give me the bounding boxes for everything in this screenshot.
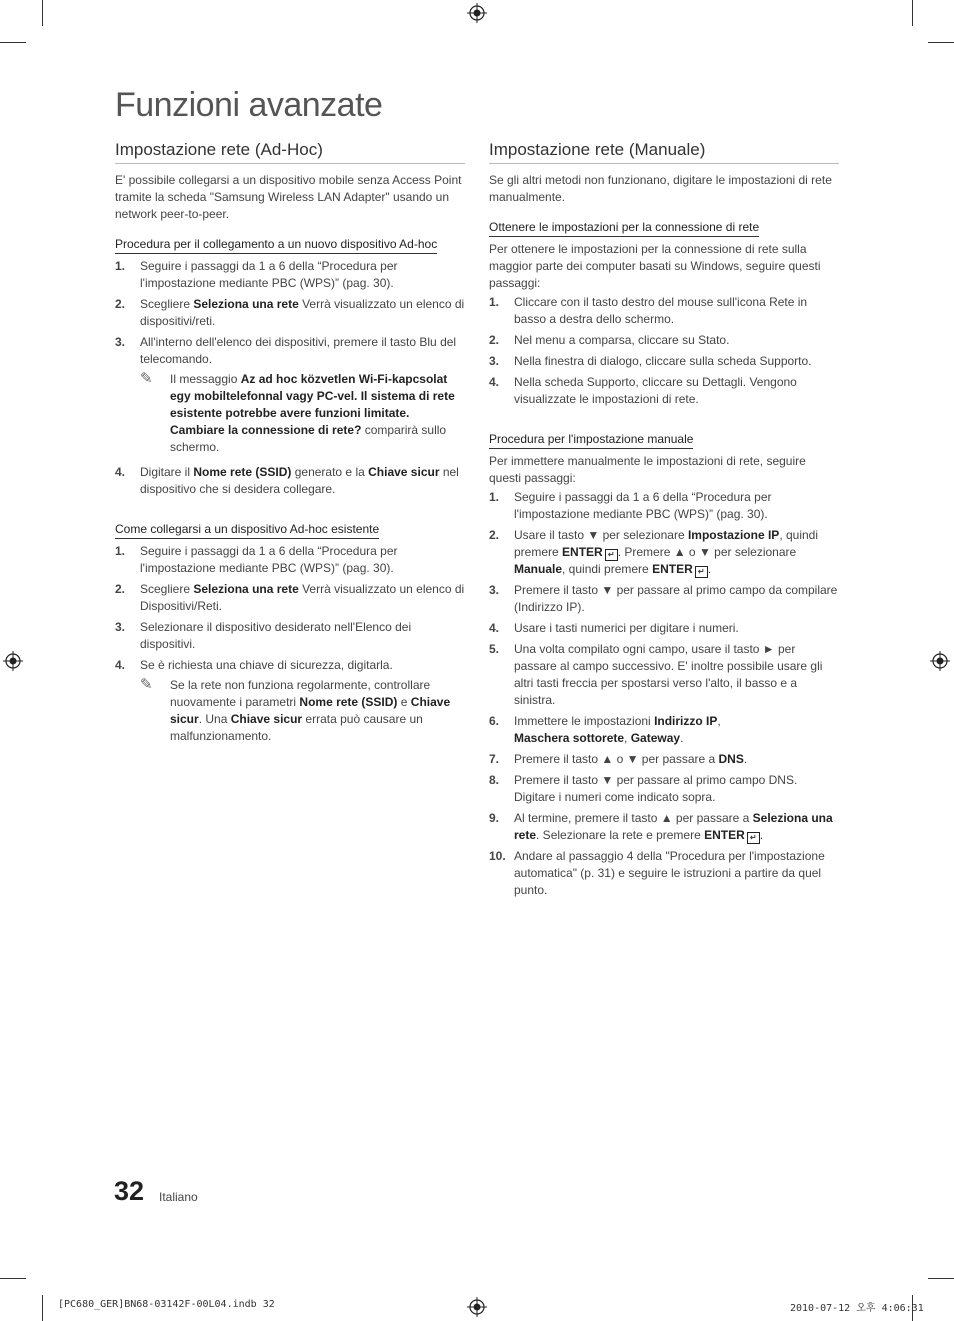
right-column <box>489 138 839 903</box>
note: ✎ Il messaggio Az ad hoc közvetlen Wi-Fi-kapcsolat egy mobiltelefonnal vagy PC-vel. Il sistema di rete esistente potrebbe avere funzioni limitate. Cambiare la connessione di rete? comparirà sullo schermo. <box>140 370 455 454</box>
list-item: 5. Una volta compilato ogni campo, usare il tasto ► per passare al campo successivo. E' inoltre possibile usare gli altri tasti freccia per spostarsi verso l'alto, il basso e a sinistra. <box>489 642 823 707</box>
language-label: Italiano <box>159 1190 198 1204</box>
page-number: 32 <box>114 1176 145 1206</box>
enter-key-icon: ↵ <box>605 549 618 561</box>
enter-key-icon: ↵ <box>747 832 760 844</box>
subsection-title: Come collegarsi a un dispositivo Ad-hoc esistente <box>115 522 379 539</box>
list-item: 4. Nella scheda Supporto, cliccare su Dettagli. Vengono visualizzate le impostazioni di rete. <box>489 375 797 406</box>
list-item: 3. Premere il tasto ▼ per passare al primo campo da compilare (Indirizzo IP). <box>489 583 838 614</box>
registration-mark-icon <box>467 1297 487 1317</box>
list-item: 9. Al termine, premere il tasto ▲ per passare a Seleziona una rete. Selezionare la rete e premere ENTER ↵ . <box>489 811 833 842</box>
print-timestamp: 2010-07-12 오후 4:06:31 <box>790 1303 924 1314</box>
crop-mark <box>0 42 26 43</box>
list-item: 3. Nella finestra di dialogo, cliccare sulla scheda Supporto. <box>489 354 812 368</box>
subsection-title: Procedura per l'impostazione manuale <box>489 432 693 449</box>
section-heading-adhoc: Impostazione rete (Ad-Hoc) <box>115 138 465 164</box>
list-item: 1. Seguire i passaggi da 1 a 6 della “Procedura per l'impostazione mediante PBC (WPS)” (pag. 30). <box>115 544 398 575</box>
crop-mark <box>928 42 954 43</box>
left-column <box>115 138 465 748</box>
list-item: 6. Immettere le impostazioni Indirizzo IP, Maschera sottorete, Gateway. <box>489 714 721 745</box>
step-list <box>115 543 465 674</box>
intro-text: E' possibile collegarsi a un dispositivo mobile senza Access Point tramite la scheda "Samsung Wireless LAN Adapter" usando un network peer-to-peer. <box>115 173 462 221</box>
crop-mark <box>0 1278 26 1279</box>
list-item: 3. Selezionare il dispositivo desiderato nell'Elenco dei dispositivi. <box>115 620 412 651</box>
list-item: 4. Usare i tasti numerici per digitare i numeri. <box>489 621 739 635</box>
crop-mark <box>42 1295 43 1321</box>
subsection-intro: Per ottenere le impostazioni per la connessione di rete sulla maggior parte dei computer basati su Windows, seguire questi passaggi: <box>489 242 821 290</box>
step-list <box>489 294 839 408</box>
page-title: Funzioni avanzate <box>115 86 383 124</box>
list-item: 10. Andare al passaggio 4 della "Procedura per l'impostazione automatica" (p. 31) e seguire le istruzioni a partire da quel punto. <box>489 849 825 897</box>
list-item: 4. Digitare il Nome rete (SSID) generato e la Chiave sicur nel dispositivo che si desidera collegare. <box>115 465 459 496</box>
note: ✎ Se la rete non funziona regolarmente, controllare nuovamente i parametri Nome rete (SSID) e Chiave sicur. Una Chiave sicur errata può causare un malfunzionamento. <box>140 676 451 743</box>
crop-mark <box>912 0 913 26</box>
print-file-info: [PC680_GER]BN68-03142F-00L04.indb 32 <box>58 1299 275 1310</box>
crop-mark <box>928 1278 954 1279</box>
crop-mark <box>42 0 43 26</box>
note-pen-icon: ✎ <box>140 676 153 693</box>
list-item: 1. Seguire i passaggi da 1 a 6 della “Procedura per l'impostazione mediante PBC (WPS)” (pag. 30). <box>115 259 398 290</box>
subsection-intro: Per immettere manualmente le impostazioni di rete, seguire questi passaggi: <box>489 454 806 485</box>
step-list <box>115 258 465 368</box>
section-heading-manual: Impostazione rete (Manuale) <box>489 138 839 164</box>
subsection-title: Procedura per il collegamento a un nuovo dispositivo Ad-hoc <box>115 237 437 254</box>
intro-text: Se gli altri metodi non funzionano, digitare le impostazioni di rete manualmente. <box>489 173 832 204</box>
list-item: 7. Premere il tasto ▲ o ▼ per passare a DNS. <box>489 752 748 766</box>
subsection-title: Ottenere le impostazioni per la connessione di rete <box>489 220 759 237</box>
step-list <box>115 464 465 498</box>
list-item: 3. All'interno dell'elenco dei dispositivi, premere il tasto Blu del telecomando. <box>115 335 457 366</box>
list-item: 2. Scegliere Seleziona una rete Verrà visualizzato un elenco di Dispositivi/Reti. <box>115 582 465 613</box>
list-item: 2. Scegliere Seleziona una rete Verrà visualizzato un elenco di dispositivi/reti. <box>115 297 465 328</box>
registration-mark-icon <box>467 3 487 23</box>
registration-mark-icon <box>930 651 950 671</box>
note-pen-icon: ✎ <box>140 370 153 387</box>
list-item: 2. Nel menu a comparsa, cliccare su Stato. <box>489 333 730 347</box>
list-item: 4. Se è richiesta una chiave di sicurezza, digitarla. <box>115 658 393 672</box>
list-item: 1. Seguire i passaggi da 1 a 6 della “Procedura per l'impostazione mediante PBC (WPS)” (pag. 30). <box>489 490 772 521</box>
list-item: 8. Premere il tasto ▼ per passare al primo campo DNS. Digitare i numeri come indicato sopra. <box>489 773 798 804</box>
list-item: 1. Cliccare con il tasto destro del mouse sull'icona Rete in basso a destra dello schermo. <box>489 295 808 326</box>
list-item: 2. Usare il tasto ▼ per selezionare Impostazione IP, quindi premere ENTER ↵ . Premere ▲ o ▼ per selezionare Manuale, quindi premere ENTER ↵ . <box>489 528 819 576</box>
registration-mark-icon <box>3 651 23 671</box>
enter-key-icon: ↵ <box>695 566 708 578</box>
step-list <box>489 489 839 899</box>
